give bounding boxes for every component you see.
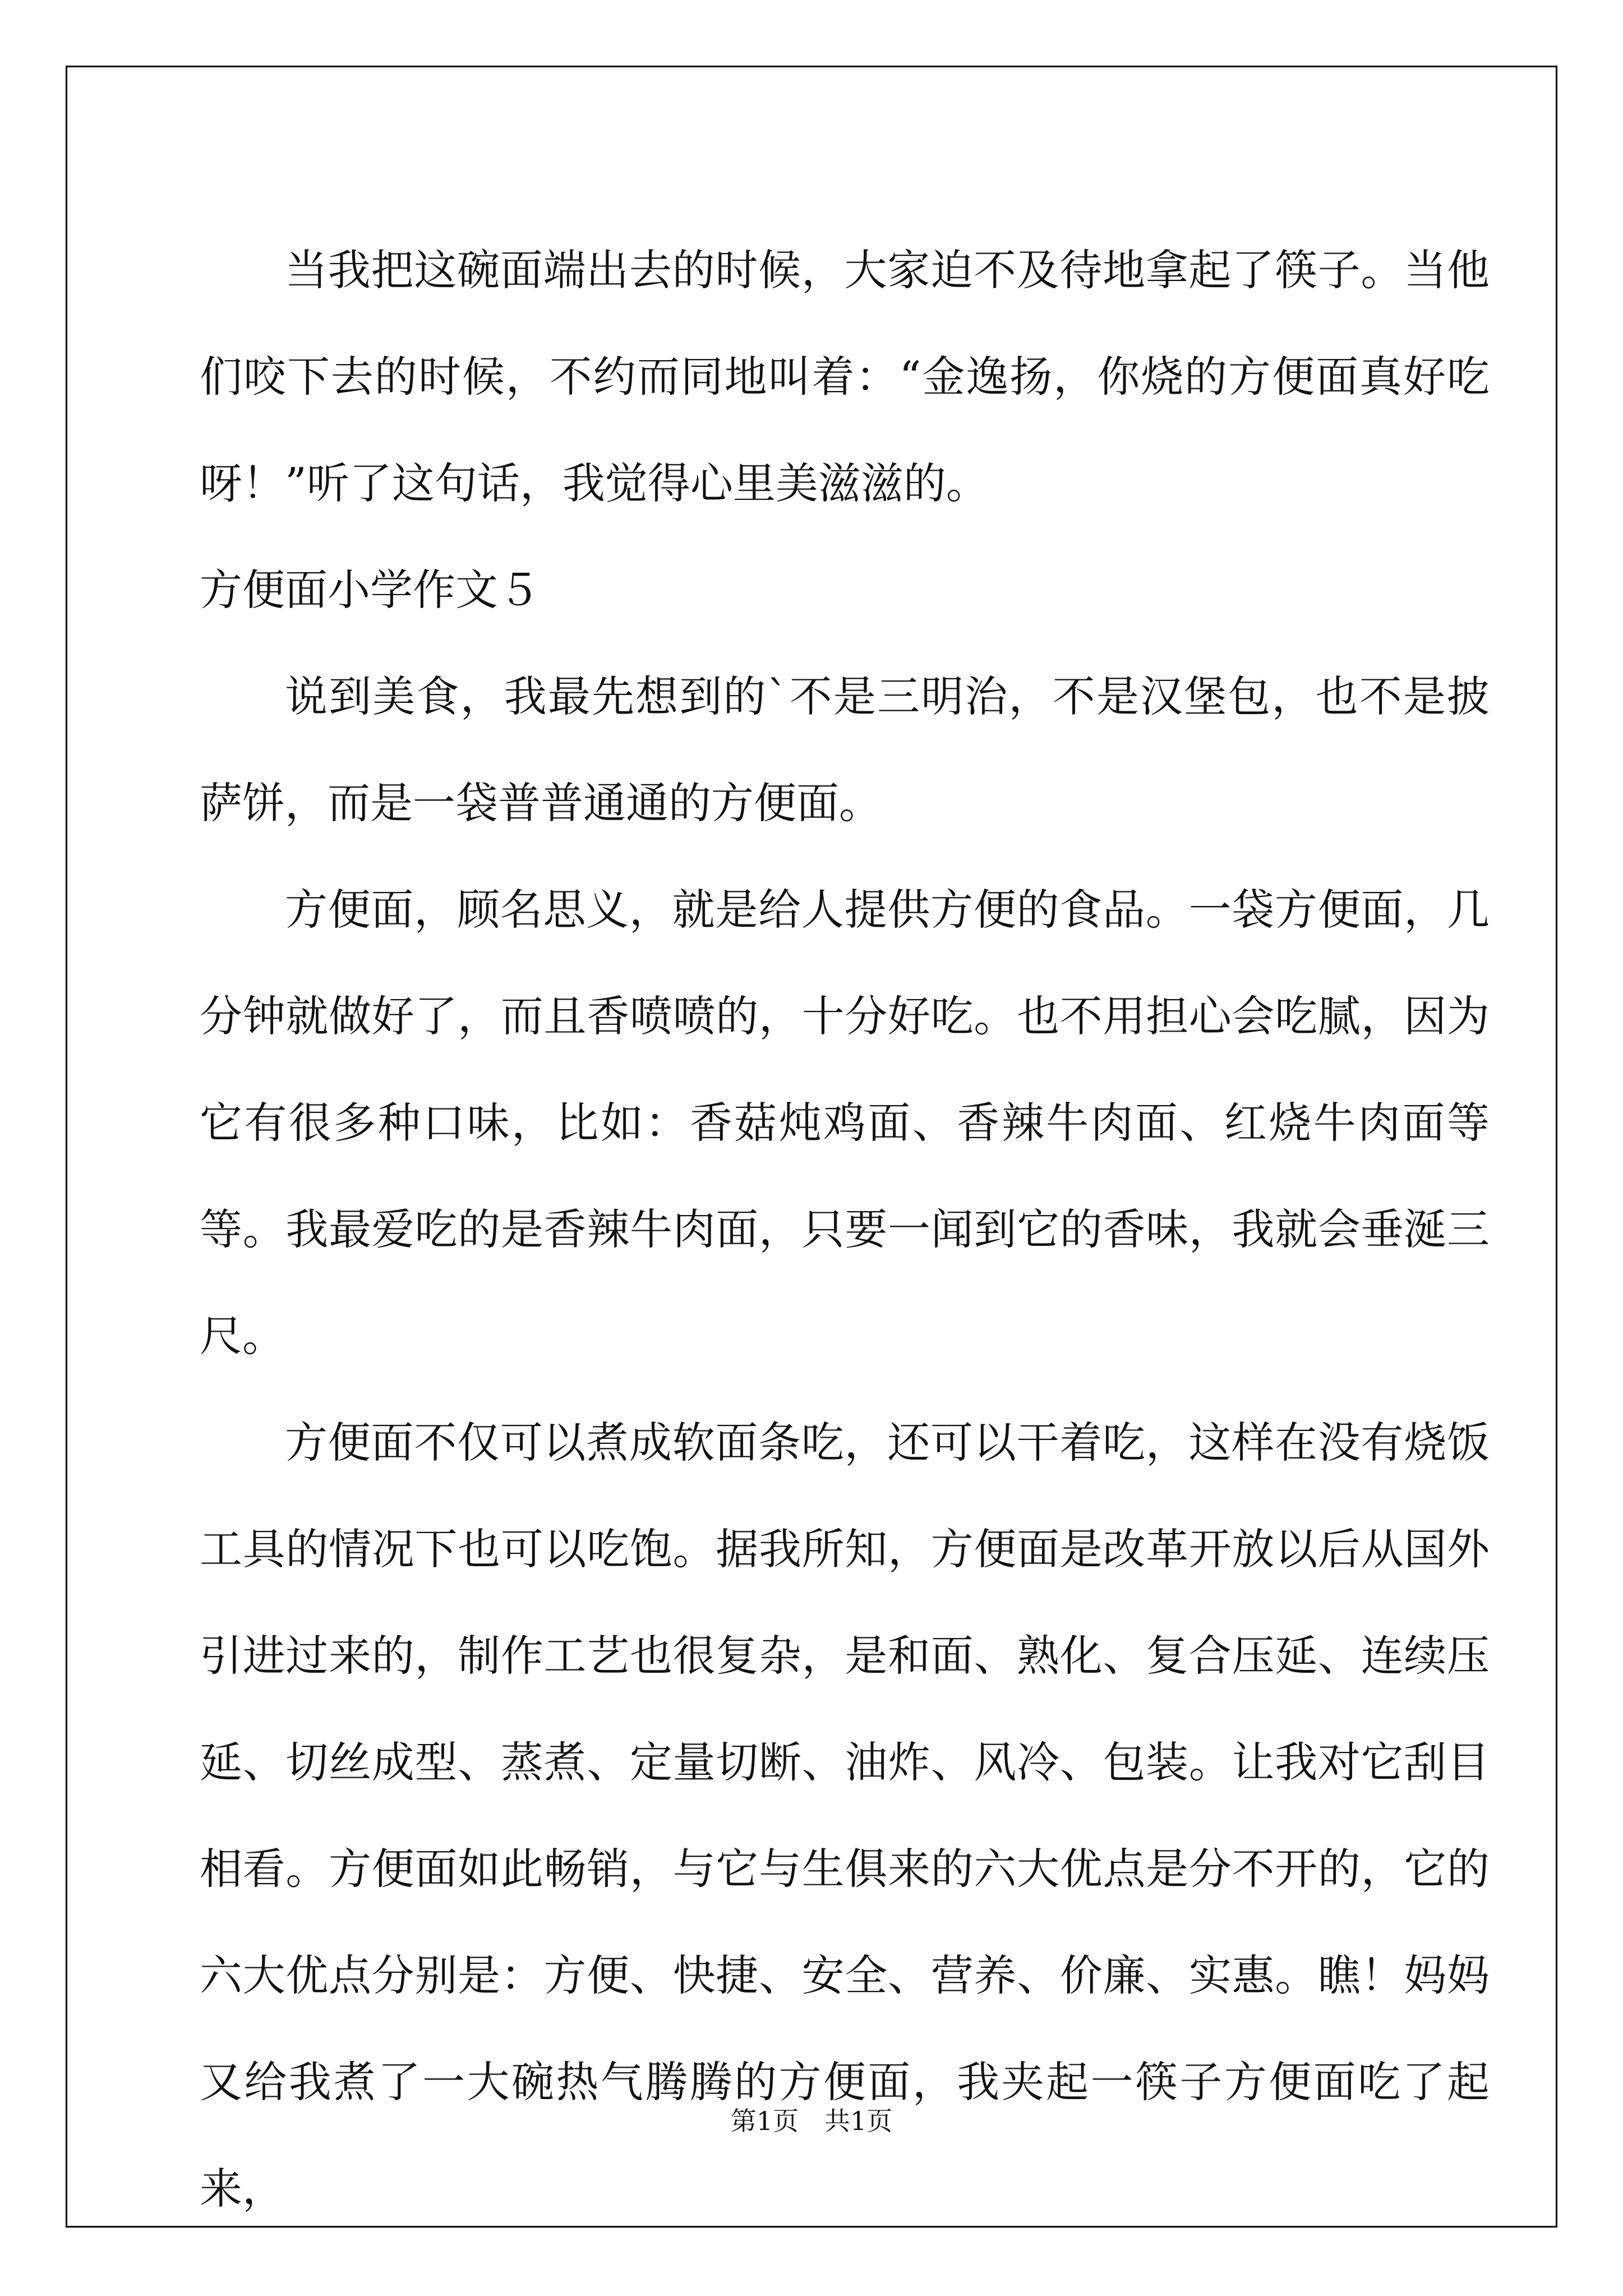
page-footer: 第1页 共1页 [730, 2106, 893, 2136]
section-heading: 方便面小学作文５ [200, 565, 541, 615]
paragraph-2: 说到美食，我最先想到的`不是三明治，不是汉堡包，也不是披萨饼，而是一袋普普通通的方便面。 [200, 671, 1490, 828]
paragraph-4: 方便面不仅可以煮成软面条吃，还可以干着吃，这样在没有烧饭工具的情况下也可以吃饱。据我所知，方便面是改革开放以后从国外引进过来的，制作工艺也很复杂，是和面、熟化、复合压延、连续压延、切丝成型、蒸煮、定量切断、油炸、风冷、包装。让我对它刮目相看。方便面如此畅销，与它与生俱来的六大优点是分不开的，它的六大优点分别是：方便、快捷、安全、营养、价廉、实惠。瞧！妈妈又给我煮了一大碗热气腾腾的方便面，我夹起一筷子方便面吃了起来， [200, 1418, 1490, 2214]
document-body [200, 217, 1490, 2242]
paragraph-3: 方便面，顾名思义，就是给人提供方便的食品。一袋方便面，几分钟就做好了，而且香喷喷的，十分好吃。也不用担心会吃腻，因为它有很多种口味，比如：香菇炖鸡面、香辣牛肉面、红烧牛肉面等等。我最爱吃的是香辣牛肉面，只要一闻到它的香味，我就会垂涎三尺。 [200, 885, 1490, 1361]
paragraph-1: 当我把这碗面端出去的时候，大家迫不及待地拿起了筷子。当他们咬下去的时候，不约而同地叫着：“金逸扬，你烧的方便面真好吃呀！”听了这句话，我觉得心里美滋滋的。 [200, 245, 1490, 508]
